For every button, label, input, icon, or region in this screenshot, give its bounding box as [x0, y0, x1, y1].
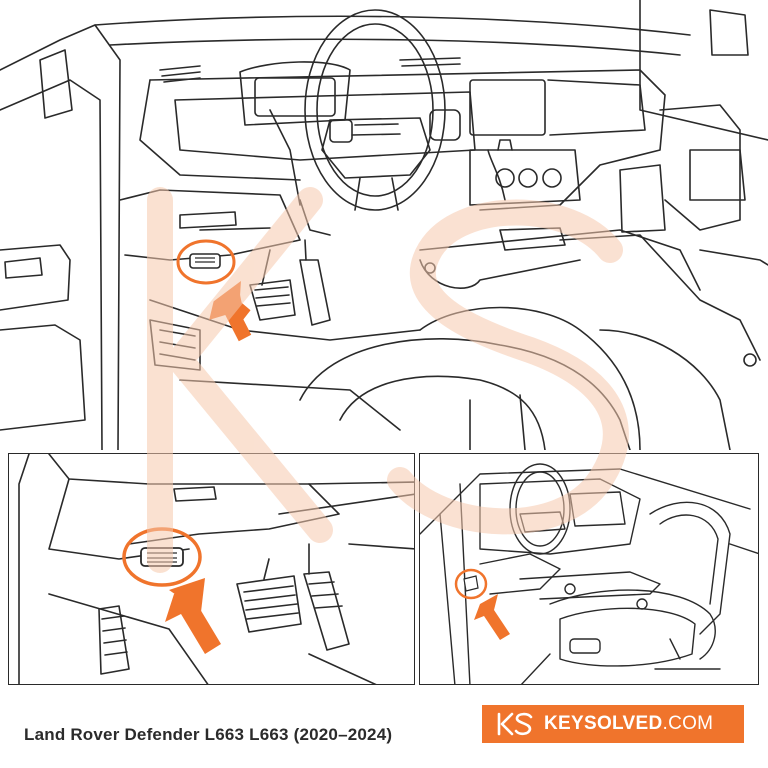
- obd-port-icon: [456, 570, 486, 598]
- brand-tld: .COM: [662, 713, 714, 734]
- footwell-closeup-illustration: [9, 454, 415, 685]
- arrow-icon: [165, 578, 221, 654]
- brand-wordmark: [544, 713, 713, 735]
- arrow-icon: [474, 594, 510, 640]
- vehicle-caption: Land Rover Defender L663 L663 (2020–2024): [24, 725, 393, 744]
- obd-port-icon: [178, 241, 234, 283]
- cabin-overview-panel: [419, 453, 759, 685]
- footwell-closeup-panel: [8, 453, 415, 685]
- brand-badge[interactable]: [482, 705, 744, 743]
- brand-name: KEYSOLVED: [544, 713, 663, 734]
- cabin-overview-illustration: [420, 454, 759, 685]
- ks-logo-icon: [496, 711, 534, 737]
- arrow-icon: [206, 280, 252, 338]
